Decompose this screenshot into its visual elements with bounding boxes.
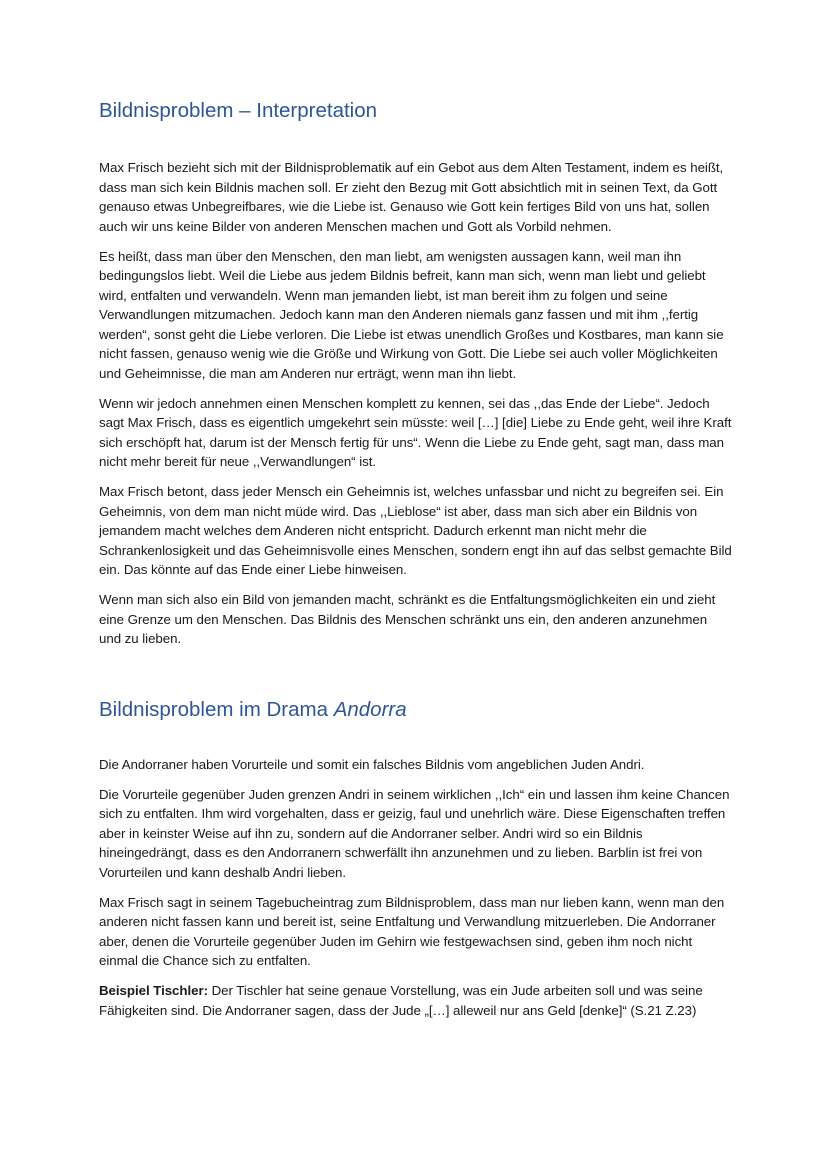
paragraph: Max Frisch sagt in seinem Tagebucheintrag zum Bildnisproblem, dass man nur lieben kann, wenn man den anderen nicht fassen kann und bereit ist, seine Entfaltung und Verwandlung mitzuerleben. Die Andorraner aber, denen die Vorurteile gegenüber Juden im Gehirn wie festgewachsen sind, geben ihm noch nicht einmal die Chance sich zu entfalten. [99, 894, 725, 968]
heading-text: Bildnisproblem im Drama [99, 697, 334, 721]
paragraph: Die Andorraner haben Vorurteile und somit ein falsches Bildnis vom angeblichen Juden Andri. [99, 756, 645, 772]
paragraph: Max Frisch bezieht sich mit der Bildnisproblematik auf ein Gebot aus dem Alten Testament, indem es heißt, dass man sich kein Bildnis machen soll. Er zieht den Bezug mit Gott absichtlich mit in seinen Text, da Gott genauso etwas Unbegreifbares, wie die Liebe ist. Genauso wie Gott kein fertiges Bild von uns hat, sollen auch wir uns keine Bilder von anderen Menschen machen und Gott als Vorbild nehmen. [99, 160, 724, 234]
paragraph: Es heißt, dass man über den Menschen, den man liebt, am wenigsten aussagen kann, weil man ihn bedingungslos liebt. Weil die Liebe aus jedem Bildnis befreit, kann man sich, wenn man liebt und geliebt wird, entfalten und verwandeln. Wenn man jemanden liebt, ist man bereit ihm zu folgen und seine Verwandlungen mitzumachen. Jedoch kann man den Anderen niemals ganz fassen und mit ihm ,,fertig werden“, sonst geht die Liebe verloren. Die Liebe ist etwas unendlich Großes und Kostbares, man kann sie nicht fassen, genauso wenig wie die Größe und Wirkung von Gott. Die Liebe sei auch voller Möglichkeiten und Geheimnisse, die man am Anderen nur erträgt, wenn man ihn liebt. [99, 248, 724, 381]
heading-italic-title: Andorra [333, 697, 407, 721]
example-text: Der Tischler hat seine genaue Vorstellung, was ein Jude arbeiten soll und was seine Fähigkeiten sind. Die Andorraner sagen, dass der Jude „[…] alleweil nur ans Geld [denke]“ (S.21 Z.23) [99, 983, 703, 1018]
paragraph: Wenn man sich also ein Bild von jemanden macht, schränkt es die Entfaltungsmöglichkeiten ein und zieht eine Grenze um den Menschen. Das Bildnis des Menschen schränkt uns ein, den anderen anzunehmen und zu lieben. [99, 592, 716, 646]
paragraph: Max Frisch betont, dass jeder Mensch ein Geheimnis ist, welches unfassbar und nicht zu begreifen sei. Ein Geheimnis, von dem man nicht müde wird. Das ,,Lieblose“ ist aber, dass man sich aber ein Bildnis von jemandem macht welches dem Anderen nicht entspricht. Dadurch erkennt man nicht mehr die Schrankenlosigkeit und das Geheimnisvolle eines Menschen, sondern engt ihn auf das selbst gemachte Bild ein. Das könnte auf das Ende einer Liebe hinweisen. [99, 484, 732, 577]
section-heading-andorra [99, 695, 732, 725]
example-label: Beispiel Tischler: [99, 983, 208, 998]
example-paragraph [99, 981, 732, 1020]
section-heading-interpretation: Bildnisproblem – Interpretation [99, 99, 378, 122]
paragraph: Die Vorurteile gegenüber Juden grenzen Andri in seinem wirklichen ,,Ich“ ein und lassen ihm keine Chancen sich zu entfalten. Ihm wird vorgehalten, dass er geizig, faul und unehrlich wäre. Diese Eigenschaften treffen aber in keinster Weise auf ihn zu, sondern auf die Andorraner selber. Andri wird so ein Bildnis hineingedrängt, dass es den Andorranern schwerfällt ihn anzunehmen und zu lieben. Barblin ist frei von Vorurteilen und kann deshalb Andri lieben. [99, 786, 730, 880]
paragraph: Wenn wir jedoch annehmen einen Menschen komplett zu kennen, sei das ,,das Ende der Liebe“. Jedoch sagt Max Frisch, dass es eigentlich umgekehrt sein müsste: weil […] [die] Liebe zu Ende geht, weil ihre Kraft sich erschöpft hat, darum ist der Mensch fertig für uns“. Wenn die Liebe zu Ende geht, sagt man, dass man nicht mehr bereit für neue ,,Verwandlungen“ ist. [99, 395, 732, 469]
